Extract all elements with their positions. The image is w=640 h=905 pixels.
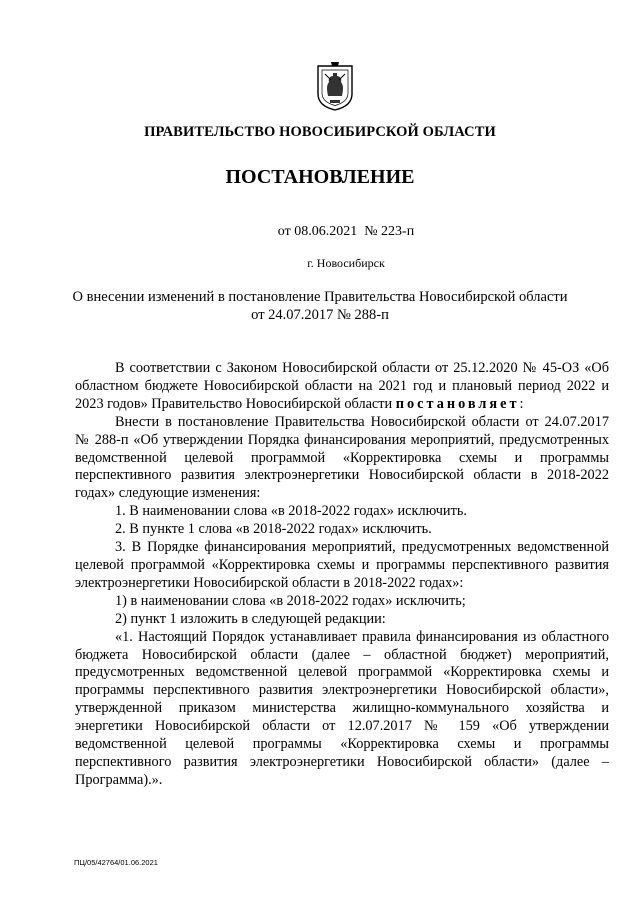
paragraph-item-2: 2. В пункте 1 слова «в 2018-2022 годах» исключить. bbox=[115, 521, 432, 538]
document-city: г. Новосибирск bbox=[307, 256, 385, 270]
coat-of-arms-icon bbox=[316, 60, 354, 112]
authority-title: ПРАВИТЕЛЬСТВО НОВОСИБИРСКОЙ ОБЛАСТИ bbox=[144, 124, 496, 140]
resolves-word: постановляет bbox=[395, 395, 520, 412]
document-body bbox=[75, 360, 609, 790]
document-date-number: от 08.06.2021 № 223-п bbox=[277, 224, 415, 239]
document-type: ПОСТАНОВЛЕНИЕ bbox=[225, 166, 415, 188]
paragraph-item-3: 3. В Порядке финансирования мероприятий, предусмотренных ведомственной целевой программой «Корректировка схемы и программы перспективного развития электроэнергетики Новосибирской области в 2018-2022 годах»: bbox=[75, 539, 609, 591]
footer-document-code: ПЦ/05/42764/01.06.2021 bbox=[74, 858, 158, 867]
paragraph-preamble bbox=[75, 360, 609, 414]
subject-line-1: О внесении изменений в постановление Правительства Новосибирской области bbox=[72, 289, 568, 305]
paragraph-subitem-2: 2) пункт 1 изложить в следующей редакции: bbox=[115, 610, 386, 627]
paragraph-item-1: 1. В наименовании слова «в 2018-2022 годах» исключить. bbox=[115, 503, 467, 520]
preamble-end: : bbox=[519, 395, 524, 412]
paragraph-subitem-1: 1) в наименовании слова «в 2018-2022 годах» исключить; bbox=[115, 592, 466, 609]
document-subject bbox=[60, 288, 580, 324]
paragraph-new-wording: «1. Настоящий Порядок устанавливает правила финансирования из областного бюджета Новосибирской области (далее – областной бюджет) мероприятий, предусмотренных ведомственной целевой программой «Корректировка схемы и программы перспективного развития электроэнергетики Новосибирской области», утвержденной приказом министерства жилищно-коммунального хозяйства и энергетики Новосибирской области от 12.07.2017 № 159 «Об утверждении ведомственной целевой программы «Корректировка схемы и программы перспективного развития электроэнергетики Новосибирской области» (далее – Программа).». bbox=[75, 628, 609, 788]
subject-line-2: от 24.07.2017 № 288-п bbox=[251, 307, 389, 323]
paragraph-amend-intro: Внести в постановление Правительства Новосибирской области от 24.07.2017 № 288-п «Об утверждении Порядка финансирования мероприятий, предусмотренных ведомственной целевой программой «Корректировка схемы и программы перспективного развития электроэнергетики Новосибирской области в 2018-2022 годах» следующие изменения: bbox=[75, 413, 609, 502]
preamble-text: В соответствии с Законом Новосибирской области от 25.12.2020 № 45-ОЗ «Об областном бюджете Новосибирской области на 2021 год и плановый период 2022 и 2023 годов» Правительство Новосибирской области bbox=[75, 360, 609, 412]
